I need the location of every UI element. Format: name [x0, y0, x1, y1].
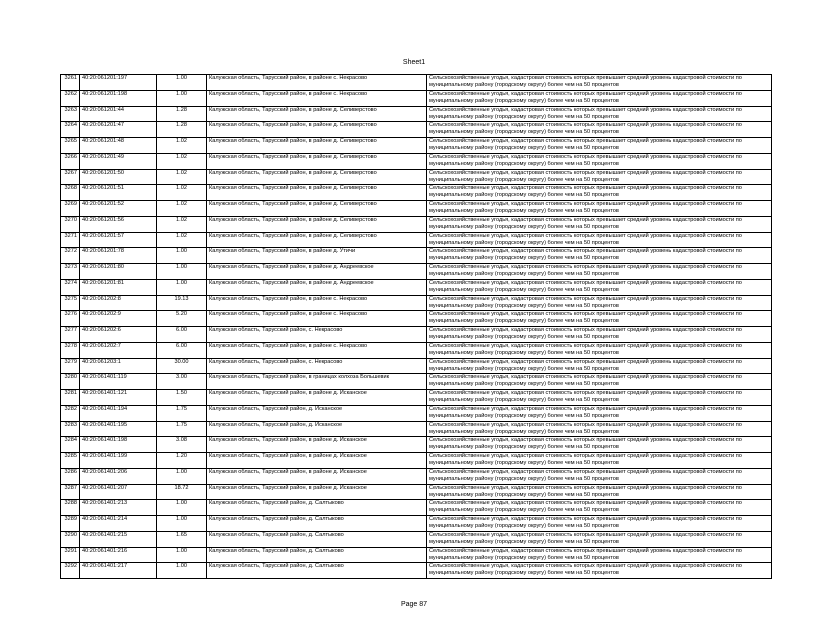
sheet-title: Sheet1	[402, 59, 426, 66]
cadastral-number: 40:20:061201:52	[80, 201, 157, 217]
area-value: 1.02	[157, 232, 207, 248]
area-value: 1.00	[157, 248, 207, 264]
area-value: 6.00	[157, 342, 207, 358]
land-category-line-2: муниципальному району (городскому округу) более чем на 50 процентов	[429, 160, 619, 167]
location: Калужская область, Тарусский район, в районе с. Некрасово	[207, 75, 427, 91]
row-number: 3285	[61, 453, 80, 469]
area-value: 1.20	[157, 453, 207, 469]
location: Калужская область, Тарусский район, в районе с. Некрасово	[207, 90, 427, 106]
land-category-line-1: Сельскохозяйственные угодья, кадастровая стоимость которых превышает средний уровень кадастровой стоимости по	[429, 185, 742, 192]
land-category-line-2: муниципальному району (городскому округу) более чем на 50 процентов	[429, 412, 619, 419]
parcel-table	[60, 74, 772, 579]
area-value: 1.02	[157, 169, 207, 185]
location: Калужская область, Тарусский район, д. Салтыково	[207, 500, 427, 516]
row-number: 3279	[61, 358, 80, 374]
table-row	[61, 516, 772, 532]
table-row	[61, 531, 772, 547]
land-category	[427, 122, 772, 138]
land-category-line-2: муниципальному району (городскому округу) более чем на 50 процентов	[429, 302, 619, 309]
land-category-line-1: Сельскохозяйственные угодья, кадастровая стоимость которых превышает средний уровень кадастровой стоимости по	[429, 374, 742, 381]
land-category-line-1: Сельскохозяйственные угодья, кадастровая стоимость которых превышает средний уровень кадастровой стоимости по	[429, 153, 742, 160]
land-category	[427, 484, 772, 500]
land-category-line-1: Сельскохозяйственные угодья, кадастровая стоимость которых превышает средний уровень кадастровой стоимости по	[429, 500, 742, 507]
land-category-line-1: Сельскохозяйственные угодья, кадастровая стоимость которых превышает средний уровень кадастровой стоимости по	[429, 122, 742, 129]
land-category	[427, 468, 772, 484]
table-row	[61, 563, 772, 579]
land-category-line-1: Сельскохозяйственные угодья, кадастровая стоимость которых превышает средний уровень кадастровой стоимости по	[429, 547, 742, 554]
land-category	[427, 232, 772, 248]
row-number: 3270	[61, 216, 80, 232]
cadastral-number: 40:20:061401:121	[80, 390, 157, 406]
row-number: 3272	[61, 248, 80, 264]
row-number: 3291	[61, 547, 80, 563]
table-row	[61, 453, 772, 469]
land-category-line-1: Сельскохозяйственные угодья, кадастровая стоимость которых превышает средний уровень кадастровой стоимости по	[429, 201, 742, 207]
land-category	[427, 153, 772, 169]
land-category-line-1: Сельскохозяйственные угодья, кадастровая стоимость которых превышает средний уровень кадастровой стоимости по	[429, 90, 742, 97]
land-category-line-2: муниципальному району (городскому округу) более чем на 50 процентов	[429, 176, 619, 183]
location: Калужская область, Тарусский район, с. Некрасово	[207, 358, 427, 374]
row-number: 3268	[61, 185, 80, 201]
land-category-line-1: Сельскохозяйственные угодья, кадастровая стоимость которых превышает средний уровень кадастровой стоимости по	[429, 516, 742, 522]
cadastral-number: 40:20:061401:207	[80, 484, 157, 500]
table-row	[61, 484, 772, 500]
row-number: 3276	[61, 311, 80, 327]
table-row	[61, 153, 772, 169]
cadastral-number: 40:20:061401:199	[80, 453, 157, 469]
land-category-line-2: муниципальному району (городскому округу) более чем на 50 процентов	[429, 129, 619, 136]
land-category	[427, 90, 772, 106]
table-row	[61, 468, 772, 484]
row-number: 3266	[61, 153, 80, 169]
land-category	[427, 374, 772, 390]
land-category-line-2: муниципальному району (городскому округу) более чем на 50 процентов	[429, 271, 619, 277]
cadastral-number: 40:20:061401:195	[80, 421, 157, 437]
land-category	[427, 563, 772, 579]
land-category	[427, 516, 772, 532]
row-number: 3280	[61, 374, 80, 390]
land-category	[427, 279, 772, 295]
land-category-line-2: муниципальному району (городскому округу) более чем на 50 процентов	[429, 381, 619, 388]
land-category	[427, 358, 772, 374]
land-category-line-2: муниципальному району (городскому округу) более чем на 50 процентов	[429, 491, 619, 498]
location: Калужская область, Тарусский район, в районе д. Селиверстово	[207, 201, 427, 217]
cadastral-number: 40:20:061201:78	[80, 248, 157, 264]
row-number: 3261	[61, 75, 80, 91]
cadastral-number: 40:20:061201:56	[80, 216, 157, 232]
land-category-line-1: Сельскохозяйственные угодья, кадастровая стоимость которых превышает средний уровень кадастровой стоимости по	[429, 279, 742, 286]
table-row	[61, 295, 772, 311]
cadastral-number: 40:20:061201:197	[80, 75, 157, 91]
location: Калужская область, Тарусский район, в районе д. Андреевское	[207, 279, 427, 295]
land-category-line-1: Сельскохозяйственные угодья, кадастровая стоимость которых превышает средний уровень кадастровой стоимости по	[429, 327, 742, 333]
table-row	[61, 106, 772, 122]
area-value: 3.00	[157, 374, 207, 390]
row-number: 3286	[61, 468, 80, 484]
row-number: 3264	[61, 122, 80, 138]
location: Калужская область, Тарусский район, д. Салтыково	[207, 563, 427, 579]
land-category-line-1: Сельскохозяйственные угодья, кадастровая стоимость которых превышает средний уровень кадастровой стоимости по	[429, 264, 742, 270]
row-number: 3292	[61, 563, 80, 579]
location: Калужская область, Тарусский район, в районе д. Селиверстово	[207, 138, 427, 154]
cadastral-number: 40:20:061401:119	[80, 374, 157, 390]
cadastral-number: 40:20:061401:194	[80, 405, 157, 421]
cadastral-number: 40:20:061202:7	[80, 342, 157, 358]
table-row	[61, 437, 772, 453]
area-value: 3.08	[157, 437, 207, 453]
land-category	[427, 264, 772, 280]
cadastral-number: 40:20:061202:8	[80, 295, 157, 311]
land-category-line-2: муниципальному району (городскому округу) более чем на 50 процентов	[429, 318, 619, 325]
location: Калужская область, Тарусский район, в районе д. Андреевское	[207, 264, 427, 280]
cadastral-number: 40:20:061201:50	[80, 169, 157, 185]
land-category	[427, 421, 772, 437]
area-value: 1.02	[157, 138, 207, 154]
location: Калужская область, Тарусский район, в районе с. Некрасово	[207, 342, 427, 358]
location: Калужская область, Тарусский район, в районе д. Исканское	[207, 453, 427, 469]
land-category	[427, 500, 772, 516]
table-row	[61, 185, 772, 201]
land-category-line-2: муниципальному району (городскому округу) более чем на 50 процентов	[429, 113, 619, 120]
land-category-line-2: муниципальному району (городскому округу) более чем на 50 процентов	[429, 444, 619, 451]
land-category-line-1: Сельскохозяйственные угодья, кадастровая стоимость которых превышает средний уровень кадастровой стоимости по	[429, 437, 742, 444]
page-number: Page 87	[400, 601, 428, 608]
cadastral-number: 40:20:061201:81	[80, 279, 157, 295]
table-row	[61, 311, 772, 327]
land-category	[427, 342, 772, 358]
cadastral-number: 40:20:061201:198	[80, 90, 157, 106]
table-row	[61, 279, 772, 295]
land-category-line-2: муниципальному району (городскому округу) более чем на 50 процентов	[429, 538, 619, 545]
area-value: 1.28	[157, 122, 207, 138]
land-category-line-2: муниципальному району (городскому округу) более чем на 50 процентов	[429, 428, 619, 435]
location: Калужская область, Тарусский район, д. Исканское	[207, 405, 427, 421]
land-category-line-1: Сельскохозяйственные угодья, кадастровая стоимость которых превышает средний уровень кадастровой стоимости по	[429, 248, 742, 255]
land-category-line-1: Сельскохозяйственные угодья, кадастровая стоимость которых превышает средний уровень кадастровой стоимости по	[429, 232, 742, 239]
cadastral-number: 40:20:061401:215	[80, 531, 157, 547]
cadastral-number: 40:20:061401:206	[80, 468, 157, 484]
location: Калужская область, Тарусский район, в районе д. Селиверстово	[207, 169, 427, 185]
row-number: 3289	[61, 516, 80, 532]
row-number: 3277	[61, 327, 80, 343]
cadastral-number: 40:20:061201:80	[80, 264, 157, 280]
land-category	[427, 437, 772, 453]
land-category-line-1: Сельскохозяйственные угодья, кадастровая стоимость которых превышает средний уровень кадастровой стоимости по	[429, 405, 742, 412]
area-value: 1.50	[157, 390, 207, 406]
cadastral-number: 40:20:061401:214	[80, 516, 157, 532]
location: Калужская область, Тарусский район, в районе с. Некрасово	[207, 295, 427, 311]
cadastral-number: 40:20:061201:51	[80, 185, 157, 201]
table-row	[61, 122, 772, 138]
area-value: 1.00	[157, 563, 207, 579]
land-category-line-2: муниципальному району (городскому округу) более чем на 50 процентов	[429, 397, 619, 403]
land-category-line-2: муниципальному району (городскому округу) более чем на 50 процентов	[429, 255, 619, 262]
row-number: 3290	[61, 531, 80, 547]
area-value: 1.00	[157, 516, 207, 532]
area-value: 1.00	[157, 547, 207, 563]
location: Калужская область, Тарусский район, в районе д. Исканское	[207, 484, 427, 500]
cadastral-number: 40:20:061201:49	[80, 153, 157, 169]
land-category-line-2: муниципальному району (городскому округу) более чем на 50 процентов	[429, 523, 619, 529]
location: Калужская область, Тарусский район, д. Салтыково	[207, 531, 427, 547]
row-number: 3271	[61, 232, 80, 248]
row-number: 3288	[61, 500, 80, 516]
parcel-table-body	[61, 75, 772, 579]
table-row	[61, 374, 772, 390]
area-value: 1.00	[157, 500, 207, 516]
area-value: 6.00	[157, 327, 207, 343]
land-category-line-1: Сельскохозяйственные угодья, кадастровая стоимость которых превышает средний уровень кадастровой стоимости по	[429, 453, 742, 459]
land-category	[427, 75, 772, 91]
row-number: 3283	[61, 421, 80, 437]
table-row	[61, 500, 772, 516]
area-value: 1.00	[157, 264, 207, 280]
land-category-line-2: муниципальному району (городскому округу) более чем на 50 процентов	[429, 365, 619, 372]
row-number: 3274	[61, 279, 80, 295]
area-value: 18.72	[157, 484, 207, 500]
table-row	[61, 90, 772, 106]
table-row	[61, 216, 772, 232]
area-value: 1.00	[157, 279, 207, 295]
land-category-line-2: муниципальному району (городскому округу) более чем на 50 процентов	[429, 82, 619, 88]
land-category-line-2: муниципальному району (городскому округу) более чем на 50 процентов	[429, 208, 619, 214]
land-category	[427, 185, 772, 201]
location: Калужская область, Тарусский район, д. Салтыково	[207, 547, 427, 563]
area-value: 1.02	[157, 201, 207, 217]
cadastral-number: 40:20:061201:44	[80, 106, 157, 122]
land-category	[427, 453, 772, 469]
table-row	[61, 421, 772, 437]
cadastral-number: 40:20:061401:217	[80, 563, 157, 579]
cadastral-number: 40:20:061401:213	[80, 500, 157, 516]
area-value: 19.13	[157, 295, 207, 311]
location: Калужская область, Тарусский район, в районе д. Селиверстово	[207, 216, 427, 232]
area-value: 1.28	[157, 106, 207, 122]
table-row	[61, 405, 772, 421]
location: Калужская область, Тарусский район, в районе д. Селиверстово	[207, 106, 427, 122]
land-category-line-2: муниципальному району (городскому округу) более чем на 50 процентов	[429, 460, 619, 466]
land-category-line-1: Сельскохозяйственные угодья, кадастровая стоимость которых превышает средний уровень кадастровой стоимости по	[429, 468, 742, 475]
area-value: 1.75	[157, 405, 207, 421]
land-category	[427, 138, 772, 154]
table-row	[61, 169, 772, 185]
table-row	[61, 248, 772, 264]
area-value: 1.02	[157, 153, 207, 169]
land-category-line-2: муниципальному району (городскому округу) более чем на 50 процентов	[429, 554, 619, 561]
land-category	[427, 169, 772, 185]
table-row	[61, 547, 772, 563]
area-value: 5.20	[157, 311, 207, 327]
land-category-line-1: Сельскохозяйственные угодья, кадастровая стоимость которых превышает средний уровень кадастровой стоимости по	[429, 75, 742, 81]
row-number: 3263	[61, 106, 80, 122]
location: Калужская область, Тарусский район, в районе д. Исканское	[207, 468, 427, 484]
area-value: 1.00	[157, 468, 207, 484]
land-category-line-2: муниципальному району (городскому округу) более чем на 50 процентов	[429, 97, 619, 104]
cadastral-number: 40:20:061201:47	[80, 122, 157, 138]
row-number: 3284	[61, 437, 80, 453]
land-category-line-1: Сельскохозяйственные угодья, кадастровая стоимость которых превышает средний уровень кадастровой стоимости по	[429, 484, 742, 491]
land-category	[427, 201, 772, 217]
land-category-line-1: Сельскохозяйственные угодья, кадастровая стоимость которых превышает средний уровень кадастровой стоимости по	[429, 106, 742, 113]
land-category	[427, 531, 772, 547]
cadastral-number: 40:20:061401:216	[80, 547, 157, 563]
land-category-line-1: Сельскохозяйственные угодья, кадастровая стоимость которых превышает средний уровень кадастровой стоимости по	[429, 295, 742, 302]
table-row	[61, 327, 772, 343]
cadastral-number: 40:20:061201:57	[80, 232, 157, 248]
area-value: 1.00	[157, 90, 207, 106]
location: Калужская область, Тарусский район, в районе д. Исканское	[207, 437, 427, 453]
land-category	[427, 390, 772, 406]
row-number: 3269	[61, 201, 80, 217]
land-category-line-1: Сельскохозяйственные угодья, кадастровая стоимость которых превышает средний уровень кадастровой стоимости по	[429, 390, 742, 396]
table-row	[61, 390, 772, 406]
row-number: 3267	[61, 169, 80, 185]
location: Калужская область, Тарусский район, в районе д. Селиверстово	[207, 232, 427, 248]
table-row	[61, 342, 772, 358]
area-value: 1.75	[157, 421, 207, 437]
table-row	[61, 201, 772, 217]
row-number: 3262	[61, 90, 80, 106]
area-value: 30.00	[157, 358, 207, 374]
area-value: 1.00	[157, 75, 207, 91]
land-category-line-1: Сельскохозяйственные угодья, кадастровая стоимость которых превышает средний уровень кадастровой стоимости по	[429, 421, 742, 428]
location: Калужская область, Тарусский район, в районе д. Селиверстово	[207, 122, 427, 138]
land-category-line-2: муниципальному району (городскому округу) более чем на 50 процентов	[429, 145, 619, 151]
land-category-line-2: муниципальному району (городскому округу) более чем на 50 процентов	[429, 507, 619, 514]
table-row	[61, 138, 772, 154]
land-category	[427, 295, 772, 311]
table-row	[61, 232, 772, 248]
land-category-line-1: Сельскохозяйственные угодья, кадастровая стоимость которых превышает средний уровень кадастровой стоимости по	[429, 216, 742, 223]
land-category	[427, 327, 772, 343]
row-number: 3275	[61, 295, 80, 311]
cadastral-number: 40:20:061202:9	[80, 311, 157, 327]
row-number: 3287	[61, 484, 80, 500]
row-number: 3273	[61, 264, 80, 280]
location: Калужская область, Тарусский район, в районе д. Селиверстово	[207, 153, 427, 169]
land-category	[427, 216, 772, 232]
land-category-line-2: муниципальному району (городскому округу) более чем на 50 процентов	[429, 334, 619, 340]
location: Калужская область, Тарусский район, в районе д. Исканское	[207, 390, 427, 406]
land-category-line-2: муниципальному району (городскому округу) более чем на 50 процентов	[429, 192, 619, 199]
table-row	[61, 75, 772, 91]
cadastral-number: 40:20:061203:1	[80, 358, 157, 374]
area-value: 1.02	[157, 216, 207, 232]
land-category	[427, 248, 772, 264]
land-category-line-1: Сельскохозяйственные угодья, кадастровая стоимость которых превышает средний уровень кадастровой стоимости по	[429, 138, 742, 144]
land-category-line-2: муниципальному району (городскому округу) более чем на 50 процентов	[429, 475, 619, 482]
cadastral-number: 40:20:061401:198	[80, 437, 157, 453]
land-category-line-2: муниципальному району (городскому округу) более чем на 50 процентов	[429, 239, 619, 246]
land-category	[427, 405, 772, 421]
location: Калужская область, Тарусский район, в границах колхоза Большевик	[207, 374, 427, 390]
location: Калужская область, Тарусский район, д. Исканское	[207, 421, 427, 437]
row-number: 3278	[61, 342, 80, 358]
land-category-line-2: муниципальному району (городскому округу) более чем на 50 процентов	[429, 223, 619, 230]
land-category-line-1: Сельскохозяйственные угодья, кадастровая стоимость которых превышает средний уровень кадастровой стоимости по	[429, 531, 742, 538]
land-category-line-2: муниципальному району (городскому округу) более чем на 50 процентов	[429, 286, 619, 293]
land-category-line-1: Сельскохозяйственные угодья, кадастровая стоимость которых превышает средний уровень кадастровой стоимости по	[429, 358, 742, 365]
cadastral-number: 40:20:061202:6	[80, 327, 157, 343]
land-category-line-2: муниципальному району (городскому округу) более чем на 50 процентов	[429, 570, 619, 577]
location: Калужская область, Тарусский район, в районе д. Утичи	[207, 248, 427, 264]
land-category-line-2: муниципальному району (городскому округу) более чем на 50 процентов	[429, 349, 619, 356]
row-number: 3281	[61, 390, 80, 406]
row-number: 3282	[61, 405, 80, 421]
land-category-line-1: Сельскохозяйственные угодья, кадастровая стоимость которых превышает средний уровень кадастровой стоимости по	[429, 342, 742, 349]
row-number: 3265	[61, 138, 80, 154]
location: Калужская область, Тарусский район, в районе д. Селиверстово	[207, 185, 427, 201]
area-value: 1.02	[157, 185, 207, 201]
area-value: 1.65	[157, 531, 207, 547]
table-row	[61, 358, 772, 374]
land-category	[427, 547, 772, 563]
cadastral-number: 40:20:061201:48	[80, 138, 157, 154]
land-category-line-1: Сельскохозяйственные угодья, кадастровая стоимость которых превышает средний уровень кадастровой стоимости по	[429, 563, 742, 570]
location: Калужская область, Тарусский район, в районе с. Некрасово	[207, 311, 427, 327]
table-row	[61, 264, 772, 280]
location: Калужская область, Тарусский район, д. Салтыково	[207, 516, 427, 532]
land-category	[427, 106, 772, 122]
land-category	[427, 311, 772, 327]
location: Калужская область, Тарусский район, с. Некрасово	[207, 327, 427, 343]
land-category-line-1: Сельскохозяйственные угодья, кадастровая стоимость которых превышает средний уровень кадастровой стоимости по	[429, 169, 742, 176]
land-category-line-1: Сельскохозяйственные угодья, кадастровая стоимость которых превышает средний уровень кадастровой стоимости по	[429, 311, 742, 318]
